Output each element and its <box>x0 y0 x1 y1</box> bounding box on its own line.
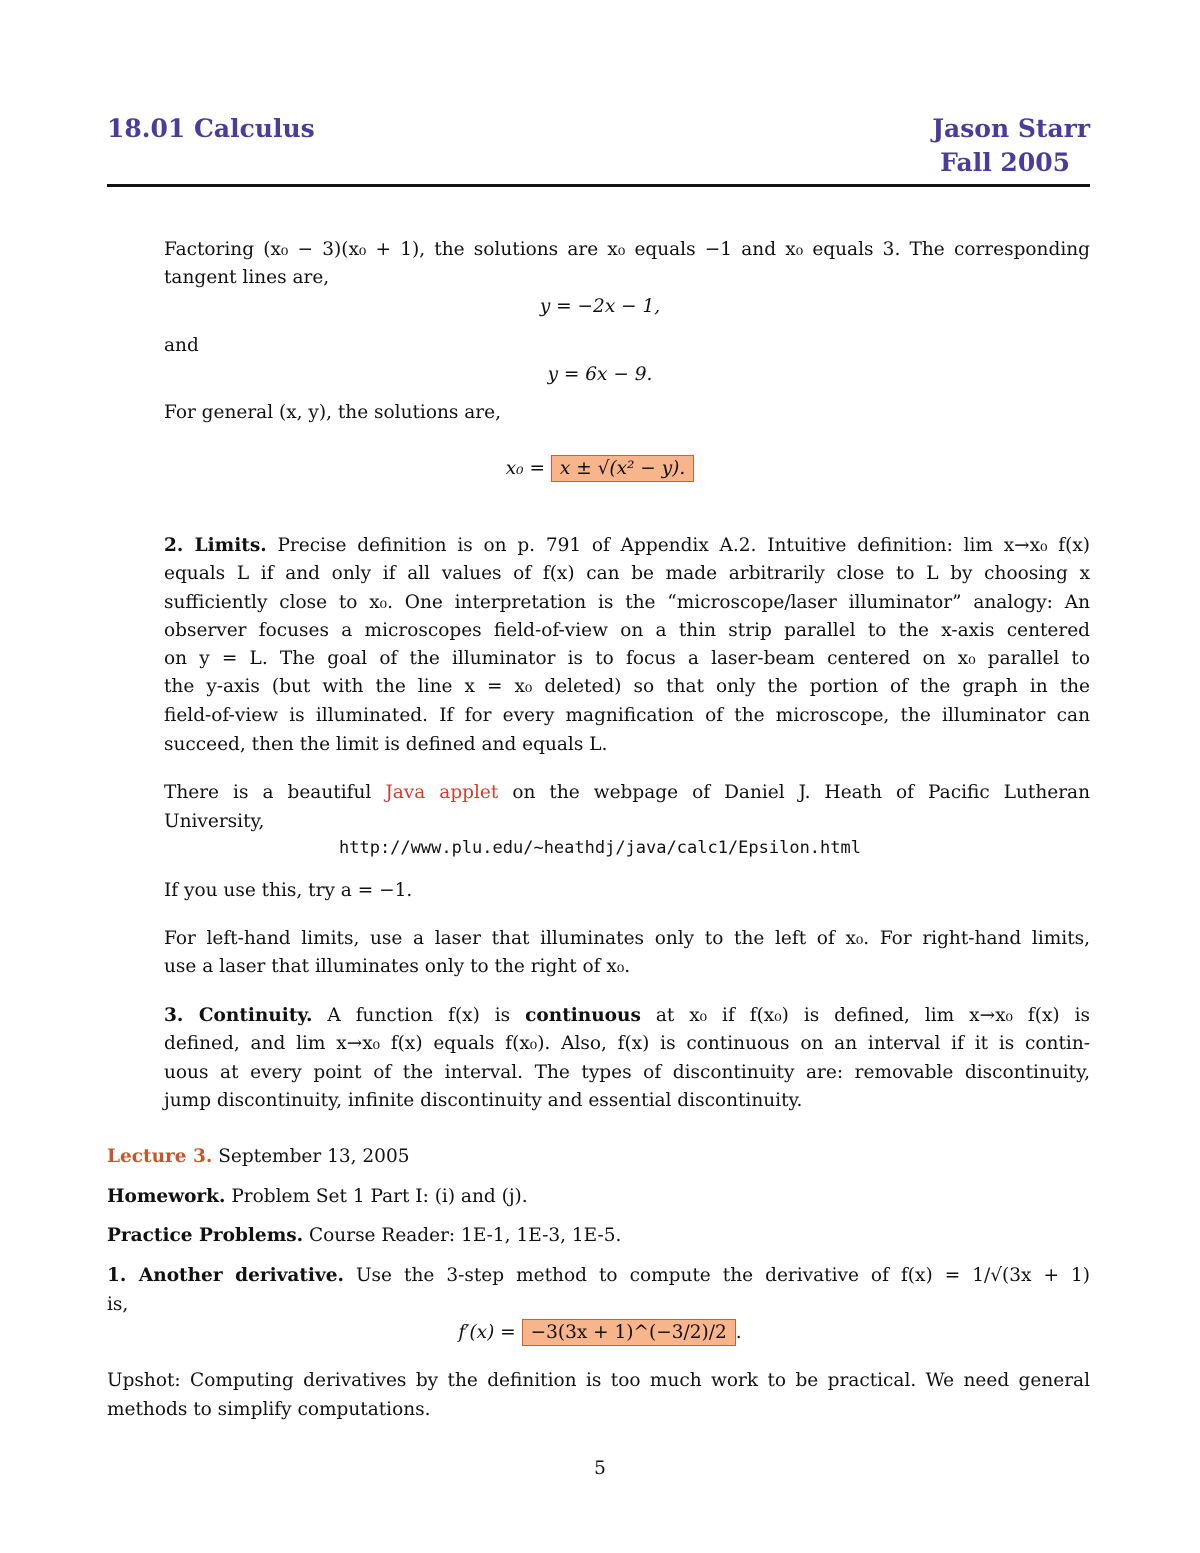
practice-line <box>107 1222 621 1250</box>
solution-highlight-box: x ± √(x² − y). <box>551 455 694 482</box>
limits-line-8: succeed, then the limit is defined and equals L. <box>164 734 608 755</box>
limits-heading: 2. Limits. <box>164 535 267 556</box>
equation-tangent-2: y = 6x − 9. <box>547 364 653 385</box>
and-text: and <box>164 335 199 356</box>
lecture-date: September 13, 2005 <box>218 1146 410 1167</box>
general-solutions-text: For general (x, y), the solutions are, <box>164 402 501 423</box>
solution-lhs: x₀ = <box>505 458 545 479</box>
java-applet-link[interactable]: Java applet <box>385 782 499 803</box>
practice-label: Practice Problems. <box>107 1225 304 1246</box>
continuity-line-1a: A function f(x) is <box>327 1005 511 1026</box>
equation-tangent-1: y = −2x − 1, <box>539 296 661 317</box>
homework-line <box>107 1183 528 1211</box>
intro-line-1: Factoring (x₀ − 3)(x₀ + 1), the solutions are x₀ equals −1 and x₀ equals 3. The corresponding <box>164 239 1090 260</box>
derivative-lhs: f′(x) = <box>458 1322 516 1343</box>
limits-line-7: field-of-view is illuminated. If for every magnification of the microscope, the illuminator can <box>164 705 1090 726</box>
continuous-term: continuous <box>525 1005 641 1026</box>
derivative-is: is, <box>107 1294 129 1315</box>
continuity-line-4: jump discontinuity, infinite discontinuity and essential discontinuity. <box>164 1090 803 1111</box>
continuity-heading: 3. Continuity. <box>164 1005 313 1026</box>
lecture-line <box>107 1143 410 1171</box>
equation-solution <box>0 458 1200 479</box>
applet-line-2: University, <box>164 811 265 832</box>
derivative-text: Use the 3-step method to compute the derivative of f(x) = 1/√(3x + 1) <box>355 1265 1090 1286</box>
derivative-highlight-box: −3(3x + 1)^(−3/2)/2 <box>522 1319 736 1346</box>
applet-line-1 <box>164 779 1090 807</box>
derivative-heading: 1. Another derivative. <box>107 1265 344 1286</box>
onesided-line-2: use a laser that illuminates only to the right of x₀. <box>164 956 631 977</box>
upshot-line-2: methods to simplify computations. <box>107 1399 431 1420</box>
homework-label: Homework. <box>107 1186 226 1207</box>
limits-line-4: observer focuses a microscopes field-of-view on a thin strip parallel to the x-axis centered <box>164 620 1090 641</box>
homework-text: Problem Set 1 Part I: (i) and (j). <box>231 1186 528 1207</box>
limits-line-1-text: Precise definition is on p. 791 of Appendix A.2. Intuitive definition: lim x→x₀ f(x) <box>277 535 1090 556</box>
term-label: Fall 2005 <box>940 148 1070 177</box>
continuity-line-1 <box>164 1002 1090 1030</box>
derivative-line <box>107 1262 1090 1290</box>
header-rule <box>107 184 1090 187</box>
intro-line-2: tangent lines are, <box>164 267 330 288</box>
page-number: 5 <box>594 1458 606 1479</box>
continuity-line-3: uous at every point of the interval. The types of discontinuity are: removable discontinuity, <box>164 1062 1090 1083</box>
upshot-line-1: Upshot: Computing derivatives by the definition is too much work to be practical. We need general <box>107 1370 1090 1391</box>
equation-derivative <box>0 1322 1200 1343</box>
applet-try: If you use this, try a = −1. <box>164 880 413 901</box>
limits-line-5: on y = L. The goal of the illuminator is to focus a laser-beam centered on x₀ parallel to <box>164 648 1090 669</box>
applet-url[interactable]: http://www.plu.edu/~heathdj/java/calc1/Epsilon.html <box>339 838 861 858</box>
lecture-label: Lecture 3. <box>107 1146 213 1167</box>
applet-before: There is a beautiful <box>164 782 372 803</box>
limits-line-1 <box>164 532 1090 560</box>
limits-line-3: sufficiently close to x₀. One interpretation is the “microscope/laser illuminator” analogy: An <box>164 592 1090 613</box>
continuity-line-1b: at x₀ if f(x₀) is defined, lim x→x₀ f(x) is <box>655 1005 1090 1026</box>
limits-line-2: equals L if and only if all values of f(x) can be made arbitrarily close to L by choosing x <box>164 563 1090 584</box>
practice-text: Course Reader: 1E-1, 1E-3, 1E-5. <box>309 1225 622 1246</box>
onesided-line-1: For left-hand limits, use a laser that illuminates only to the left of x₀. For right-hand limits, <box>164 928 1090 949</box>
course-title: 18.01 Calculus <box>107 114 315 143</box>
derivative-period: . <box>735 1322 742 1343</box>
limits-line-6: the y-axis (but with the line x = x₀ deleted) so that only the portion of the graph in the <box>164 676 1090 697</box>
author-name: Jason Starr <box>932 114 1090 143</box>
applet-after: on the webpage of Daniel J. Heath of Pacific Lutheran <box>512 782 1090 803</box>
continuity-line-2: defined, and lim x→x₀ f(x) equals f(x₀). Also, f(x) is continuous on an interval if it is contin- <box>164 1033 1090 1054</box>
